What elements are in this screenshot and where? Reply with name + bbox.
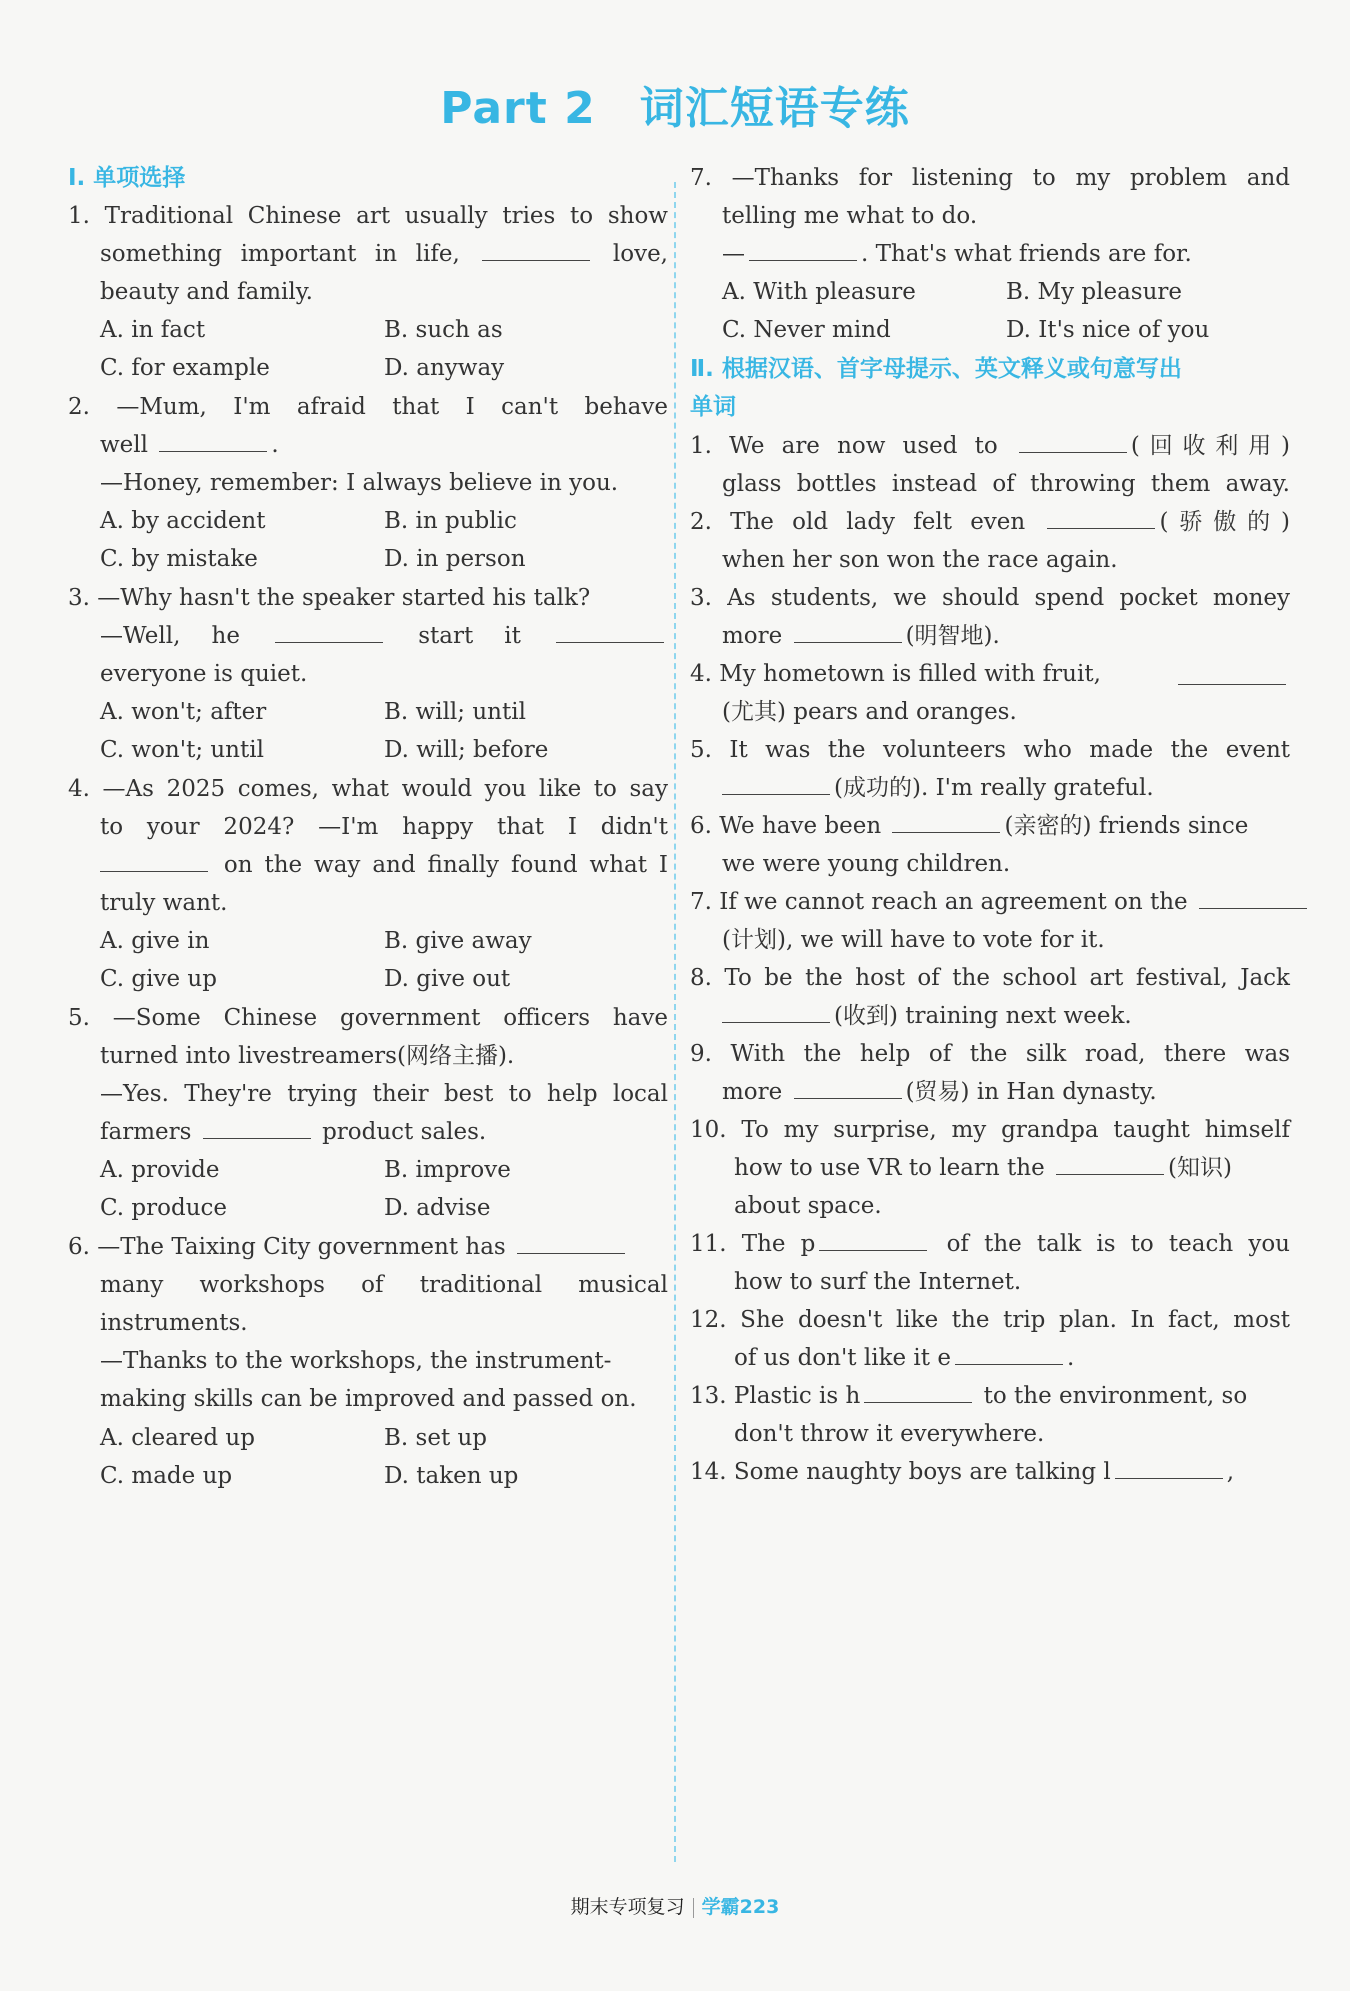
q5-line4: farmers product sales.	[100, 1119, 487, 1145]
option-a[interactable]: A. provide	[100, 1157, 220, 1183]
option-b[interactable]: B. My pleasure	[1006, 279, 1183, 305]
w6-line1: 6. We have been (亲密的) friends since	[690, 813, 1249, 839]
answer-blank[interactable]	[955, 1363, 1063, 1365]
answer-blank[interactable]	[794, 641, 902, 643]
option-d[interactable]: D. taken up	[384, 1463, 519, 1489]
q3-line3: everyone is quiet.	[100, 661, 308, 687]
footer-brand: 学霸	[701, 1896, 740, 1918]
option-d[interactable]: D. advise	[384, 1195, 491, 1221]
w4-line1: 4. My hometown is filled with fruit,	[690, 650, 1290, 699]
answer-blank[interactable]	[1115, 1477, 1223, 1479]
answer-blank[interactable]	[1047, 527, 1155, 529]
page-footer	[0, 1892, 1350, 1919]
w14-line1: 14. Some naughty boys are talking l ,	[690, 1459, 1235, 1485]
option-a[interactable]: A. cleared up	[100, 1425, 255, 1451]
w13-line2: don't throw it everywhere.	[734, 1421, 1045, 1447]
answer-blank[interactable]	[749, 259, 857, 261]
q5-line3: —Yes. They're trying their best to help local	[100, 1081, 668, 1107]
q6-line5: making skills can be improved and passed on.	[100, 1386, 637, 1412]
option-d[interactable]: D. anyway	[384, 355, 505, 381]
option-c[interactable]: C. give up	[100, 966, 217, 992]
answer-blank[interactable]	[892, 831, 1000, 833]
q7-line3: — . That's what friends are for.	[722, 241, 1192, 267]
q1-line1: 1. Traditional Chinese art usually tries to show	[68, 203, 668, 229]
option-a[interactable]: A. in fact	[100, 317, 206, 343]
w11-line2: how to surf the Internet.	[734, 1269, 1022, 1295]
answer-blank[interactable]	[1019, 451, 1127, 453]
w8-line2: (收到) training next week.	[690, 992, 1290, 1041]
answer-blank[interactable]	[819, 1249, 927, 1251]
option-c[interactable]: C. produce	[100, 1195, 227, 1221]
w1-line1: 1. We are now used to (回收利用)	[690, 433, 1291, 459]
q4-line3: on the way and finally found what I	[68, 841, 668, 890]
w4-line2: (尤其) pears and oranges.	[722, 699, 1017, 725]
q5-line1: 5. —Some Chinese government officers have	[68, 1005, 668, 1031]
page-title	[0, 72, 1350, 136]
section-heading-2: Ⅱ. 根据汉语、首字母提示、英文释义或句意写出	[690, 356, 1182, 382]
option-b[interactable]: B. give away	[384, 928, 532, 954]
q6-line4: —Thanks to the workshops, the instrument-	[100, 1348, 612, 1374]
answer-blank[interactable]	[722, 1021, 830, 1023]
w12-line2: of us don't like it e .	[734, 1345, 1075, 1371]
q7-line1: 7. —Thanks for listening to my problem and	[690, 165, 1290, 191]
w9-line2: more (贸易) in Han dynasty.	[722, 1079, 1157, 1105]
part-title: 词汇短语专练	[639, 83, 910, 134]
option-d[interactable]: D. It's nice of you	[1006, 317, 1210, 343]
answer-blank[interactable]	[1199, 907, 1307, 909]
q3-line2: —Well, he start it	[68, 612, 668, 661]
w10-line2: how to use VR to learn the (知识)	[734, 1155, 1232, 1181]
w10-line1: 10. To my surprise, my grandpa taught himself	[690, 1117, 1290, 1143]
section-heading-1: Ⅰ. 单项选择	[68, 165, 186, 191]
w1-line2: glass bottles instead of throwing them away.	[722, 471, 1290, 497]
answer-blank[interactable]	[159, 450, 267, 452]
option-c[interactable]: C. for example	[100, 355, 270, 381]
section-heading-2-cont: 单词	[690, 394, 736, 420]
option-a[interactable]: A. give in	[100, 928, 210, 954]
w7-line2: (计划), we will have to vote for it.	[722, 927, 1105, 953]
w10-line3: about space.	[734, 1193, 882, 1219]
option-c[interactable]: C. Never mind	[722, 317, 891, 343]
w7-line1: 7. If we cannot reach an agreement on the	[690, 878, 1290, 927]
answer-blank[interactable]	[517, 1252, 625, 1254]
option-a[interactable]: A. by accident	[100, 508, 266, 534]
option-d[interactable]: D. will; before	[384, 737, 549, 763]
answer-blank[interactable]	[864, 1401, 972, 1403]
option-a[interactable]: A. won't; after	[100, 699, 267, 725]
w3-line1: 3. As students, we should spend pocket money	[690, 585, 1290, 611]
answer-blank[interactable]	[482, 259, 590, 261]
page-number: 223	[739, 1896, 780, 1918]
part-label: Part 2	[440, 83, 596, 134]
answer-blank[interactable]	[1056, 1173, 1164, 1175]
option-c[interactable]: C. by mistake	[100, 546, 258, 572]
q4-line2: to your 2024? —I'm happy that I didn't	[100, 814, 668, 840]
option-c[interactable]: C. made up	[100, 1463, 233, 1489]
answer-blank[interactable]	[100, 870, 208, 872]
footer-section-label: 期末专项复习	[570, 1896, 685, 1918]
q4-line4: truly want.	[100, 890, 228, 916]
option-b[interactable]: B. in public	[384, 508, 517, 534]
q3-line1: 3. —Why hasn't the speaker started his talk?	[68, 585, 591, 611]
answer-blank[interactable]	[275, 641, 383, 643]
q4-line1: 4. —As 2025 comes, what would you like to say	[68, 776, 668, 802]
option-b[interactable]: B. will; until	[384, 699, 526, 725]
answer-blank[interactable]	[722, 793, 830, 795]
column-divider	[674, 182, 676, 1862]
w12-line1: 12. She doesn't like the trip plan. In fact, most	[690, 1307, 1290, 1333]
w9-line1: 9. With the help of the silk road, there was	[690, 1041, 1290, 1067]
q6-line2: many workshops of traditional musical	[100, 1272, 668, 1298]
answer-blank[interactable]	[556, 641, 664, 643]
q2-line1: 2. —Mum, I'm afraid that I can't behave	[68, 394, 668, 420]
option-c[interactable]: C. won't; until	[100, 737, 264, 763]
footer-divider	[693, 1898, 694, 1918]
q6-line1: 6. —The Taixing City government has	[68, 1223, 668, 1272]
answer-blank[interactable]	[203, 1137, 311, 1139]
option-b[interactable]: B. set up	[384, 1425, 488, 1451]
q1-line2: something important in life, love,	[100, 241, 668, 267]
w3-line2: more (明智地).	[722, 623, 1000, 649]
q5-line2: turned into livestreamers(网络主播).	[100, 1043, 515, 1069]
option-d[interactable]: D. give out	[384, 966, 511, 992]
q6-options-row2	[100, 1452, 660, 1501]
w2-line1: 2. The old lady felt even (骄傲的)	[690, 509, 1290, 535]
answer-blank[interactable]	[794, 1097, 902, 1099]
option-a[interactable]: A. With pleasure	[722, 279, 916, 305]
w13-line1: 13. Plastic is h to the environment, so	[690, 1383, 1248, 1409]
w5-line1: 5. It was the volunteers who made the event	[690, 737, 1290, 763]
option-d[interactable]: D. in person	[384, 546, 526, 572]
option-b[interactable]: B. such as	[384, 317, 503, 343]
q1-line3: beauty and family.	[100, 279, 313, 305]
q7-line2: telling me what to do.	[722, 203, 978, 229]
w11-line1: 11. The p of the talk is to teach you	[690, 1231, 1290, 1257]
w2-line2: when her son won the race again.	[722, 547, 1118, 573]
q2-line2: well .	[100, 432, 279, 458]
option-b[interactable]: B. improve	[384, 1157, 511, 1183]
q6-line3: instruments.	[100, 1310, 248, 1336]
q2-line3: —Honey, remember: I always believe in you.	[100, 470, 619, 496]
w8-line1: 8. To be the host of the school art festival, Jack	[690, 965, 1290, 991]
w5-line2: (成功的). I'm really grateful.	[690, 764, 1290, 813]
w6-line2: we were young children.	[722, 851, 1011, 877]
answer-blank[interactable]	[1178, 683, 1286, 685]
